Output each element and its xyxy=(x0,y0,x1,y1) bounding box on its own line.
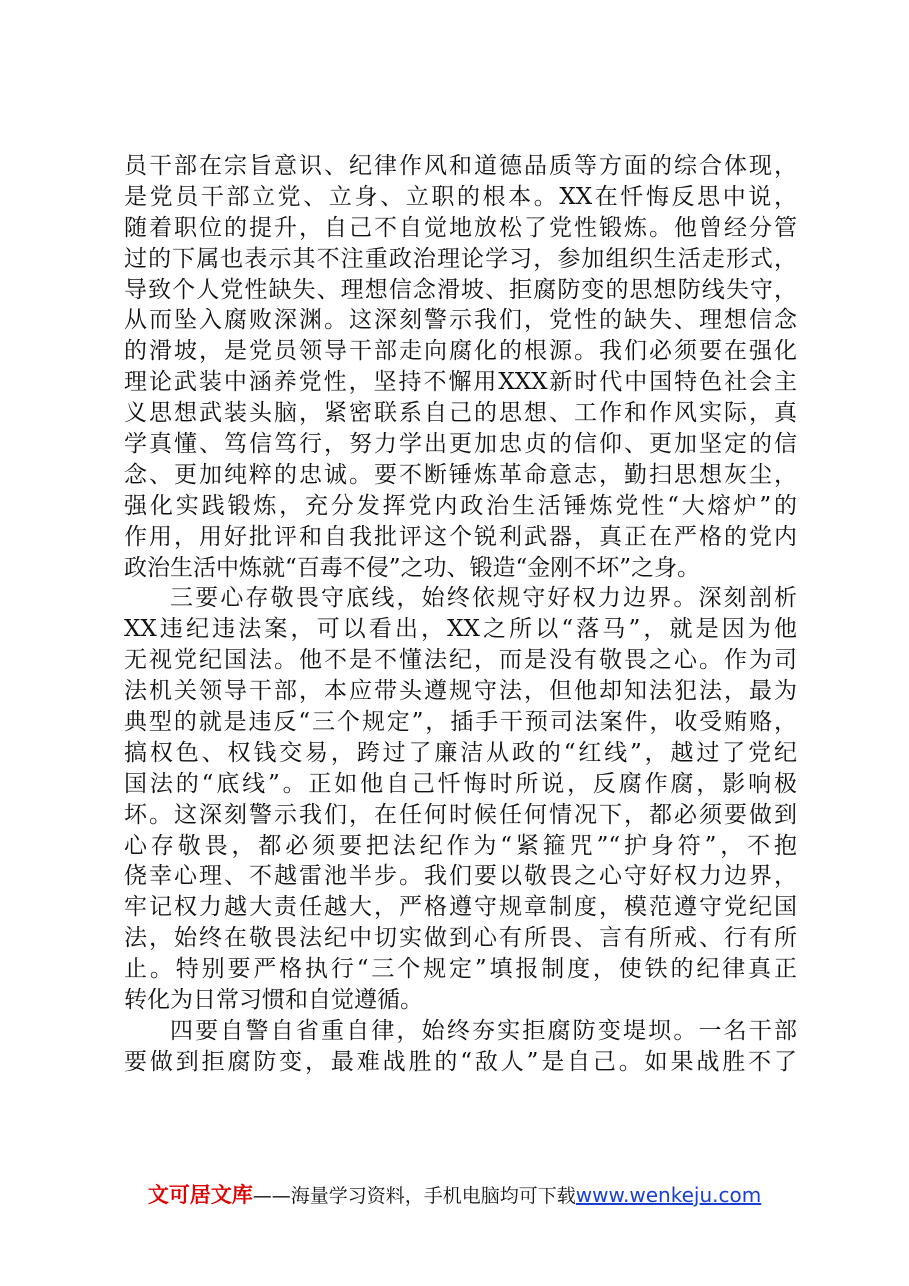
text-line: 随着职位的提升，自己不自觉地放松了党性锻炼。他曾经分管 xyxy=(124,214,797,241)
text-line: 员干部在宗旨意识、纪律作风和道德品质等方面的综合体现， xyxy=(124,153,797,179)
text-line: 从而坠入腐败深渊。这深刻警示我们，党性的缺失、理想信念 xyxy=(124,307,797,334)
text-line: 政治生活中炼就“百毒不侵”之功、锻造“金刚不坏”之身。 xyxy=(124,554,701,581)
text-line: 导致个人党性缺失、理想信念滑坡、拒腐防变的思想防线失守， xyxy=(124,276,797,303)
text-line: 侥幸心理、不越雷池半步。我们要以敬畏之心守好权力边界， xyxy=(124,863,797,890)
text-line: 义思想武装头脑，紧密联系自己的思想、工作和作风实际，真 xyxy=(124,400,797,427)
text-line: 无视党纪国法。他不是不懂法纪，而是没有敬畏之心。作为司 xyxy=(124,647,797,674)
footer-banner xyxy=(0,1180,909,1211)
text-line: 搞权色、权钱交易，跨过了廉洁从政的“红线”，越过了党纪 xyxy=(124,739,797,766)
text-line: 学真懂、笃信笃行，努力学出更加忠贞的信仰、更加坚定的信 xyxy=(124,431,797,458)
text-line: 心存敬畏，都必须要把法纪作为“紧箍咒”“护身符”，不抱 xyxy=(124,832,797,859)
text-line: 典型的就是违反“三个规定”，插手干预司法案件，收受贿赂， xyxy=(124,709,797,736)
footer-tagline: ——海量学习资料，手机电脑均可下载 xyxy=(252,1185,576,1207)
text-line: 国法的“底线”。正如他自己忏悔时所说，反腐作腐，影响极 xyxy=(124,770,797,797)
text-line: 过的下属也表示其不注重政治理论学习，参加组织生活走形式， xyxy=(124,245,797,272)
text-line: 三要心存敬畏守底线，始终依规守好权力边界。深刻剖析 xyxy=(170,585,797,612)
text-line: 转化为日常习惯和自觉遵循。 xyxy=(124,987,423,1014)
text-line: 作用，用好批评和自我批评这个锐利武器，真正在严格的党内 xyxy=(124,523,797,550)
text-line: 是党员干部立党、立身、立职的根本。XX在忏悔反思中说， xyxy=(124,183,797,210)
text-line: 法机关领导干部，本应带头遵规守法，但他却知法犯法，最为 xyxy=(124,678,797,705)
text-line: 止。特别要严格执行“三个规定”填报制度，使铁的纪律真正 xyxy=(124,956,797,983)
text-line: 的滑坡，是党员领导干部走向腐化的根源。我们必须要在强化 xyxy=(124,338,797,365)
text-line: 念、更加纯粹的忠诚。要不断锤炼革命意志，勤扫思想灰尘， xyxy=(124,461,797,488)
text-line: 法，始终在敬畏法纪中切实做到心有所畏、言有所戒、行有所 xyxy=(124,925,797,952)
text-line: XX违纪违法案，可以看出，XX之所以“落马”，就是因为他 xyxy=(124,616,797,643)
footer-website-link[interactable]: www.wenkeju.com xyxy=(575,1183,762,1207)
text-line: 牢记权力越大责任越大，严格遵守规章制度，模范遵守党纪国 xyxy=(124,894,797,921)
text-line: 理论武装中涵养党性，坚持不懈用XXX新时代中国特色社会主 xyxy=(124,369,797,396)
footer-brand: 文可居文库 xyxy=(147,1183,253,1207)
text-line: 坏。这深刻警示我们，在任何时候任何情况下，都必须要做到 xyxy=(124,801,797,828)
text-line: 四要自警自省重自律，始终夯实拒腐防变堤坝。一名干部 xyxy=(170,1017,797,1044)
text-line: 强化实践锻炼，充分发挥党内政治生活锤炼党性“大熔炉”的 xyxy=(124,492,797,519)
document-body xyxy=(124,151,797,1078)
text-line: 要做到拒腐防变，最难战胜的“敌人”是自己。如果战胜不了 xyxy=(124,1048,797,1075)
